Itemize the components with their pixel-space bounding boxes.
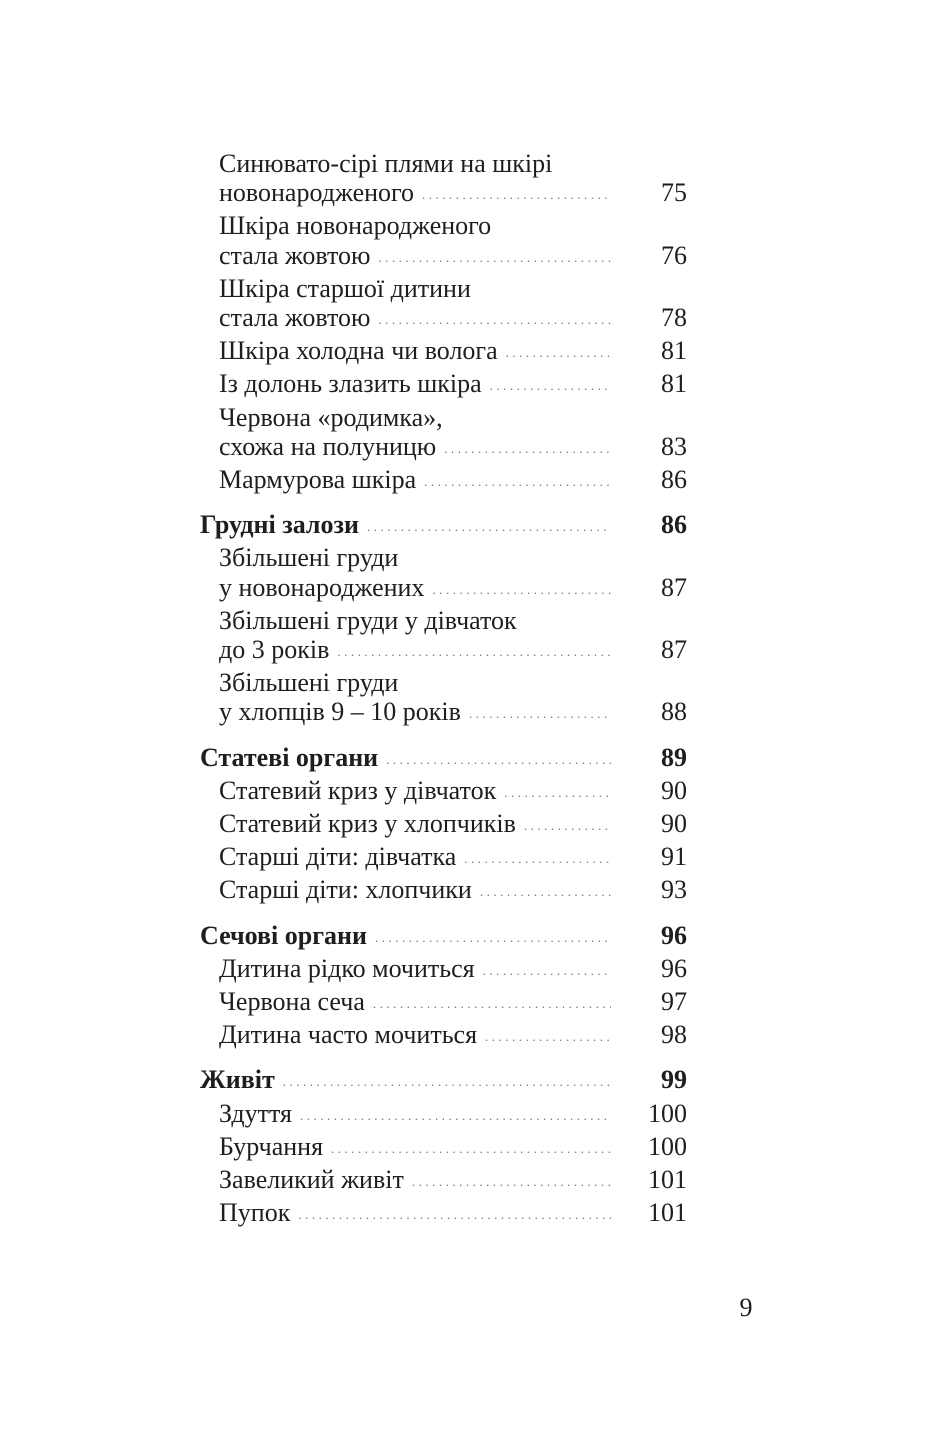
toc-line <box>219 465 687 498</box>
toc-sub-entry <box>200 668 687 730</box>
toc-page-number: 96 <box>661 953 687 983</box>
toc-page-number: 93 <box>661 875 687 905</box>
toc-entry-label: Шкіра холодна чи волога <box>219 336 498 366</box>
toc-sub-entry <box>200 875 687 908</box>
toc-entry-label: Статевий криз у хлопчиків <box>219 809 516 839</box>
toc-sub-entry <box>200 1165 687 1198</box>
dot-leader <box>412 1167 611 1196</box>
dot-leader <box>469 699 611 728</box>
toc-entry-label: Бурчання <box>219 1131 324 1161</box>
toc-sub-entry <box>200 1099 687 1132</box>
toc-sub-entry <box>200 809 687 842</box>
dot-leader <box>483 956 611 985</box>
toc-entry-label: Шкіра старшої дитини <box>219 273 471 303</box>
dot-leader <box>386 745 611 774</box>
toc-line <box>200 510 687 543</box>
toc-entry-label: Старші діти: хлопчики <box>219 875 472 905</box>
toc-page-number: 100 <box>648 1098 687 1128</box>
toc-section-entry <box>200 921 687 954</box>
toc-sub-entry <box>200 1198 687 1231</box>
toc-page-number: 83 <box>661 431 687 461</box>
toc-entry-label: до 3 років <box>219 635 330 665</box>
toc-line <box>219 987 687 1020</box>
toc-page-number: 96 <box>661 920 687 950</box>
toc-line <box>219 178 687 211</box>
toc-sub-entry <box>200 211 687 273</box>
toc-page-number: 75 <box>661 178 687 208</box>
toc-entry-label: Із долонь злазить шкіра <box>219 369 482 399</box>
toc-line <box>219 1165 687 1198</box>
dot-leader <box>524 811 611 840</box>
toc-page-number: 100 <box>648 1131 687 1161</box>
toc-section-entry <box>200 1065 687 1098</box>
toc-page-number: 98 <box>661 1020 687 1050</box>
toc-entry-label: у новонароджених <box>219 572 425 602</box>
toc-line <box>219 1198 687 1231</box>
toc-entry-label: Пупок <box>219 1198 291 1228</box>
toc-sub-entry <box>200 465 687 498</box>
toc-entry-label: Дитина рідко мочиться <box>219 953 475 983</box>
dot-leader <box>506 338 611 367</box>
dot-leader <box>378 305 611 334</box>
toc-line <box>219 697 687 730</box>
toc-list <box>200 149 687 1232</box>
toc-sub-entry <box>200 336 687 369</box>
toc-page-number: 76 <box>661 240 687 270</box>
dot-leader <box>490 371 611 400</box>
toc-entry-label: новонародженого <box>219 178 415 208</box>
toc-entry-label: Дитина часто мочиться <box>219 1020 478 1050</box>
toc-page-number: 86 <box>661 510 687 540</box>
dot-leader <box>337 637 611 666</box>
toc-page-number: 87 <box>661 572 687 602</box>
toc-section-entry <box>200 510 687 543</box>
toc-line <box>219 842 687 875</box>
toc-entry-label: стала жовтою <box>219 240 371 270</box>
toc-line <box>219 1132 687 1165</box>
toc-line <box>200 921 687 954</box>
toc-line <box>219 369 687 402</box>
dot-leader <box>485 1022 611 1051</box>
toc-sub-entry <box>200 987 687 1020</box>
dot-leader <box>464 844 611 873</box>
toc-line <box>219 954 687 987</box>
toc-page-number: 89 <box>661 742 687 772</box>
toc-line <box>219 543 687 572</box>
toc-line <box>219 274 687 303</box>
dot-leader <box>300 1101 611 1130</box>
toc-entry-label: Сечові органи <box>200 920 367 950</box>
toc-line <box>219 241 687 274</box>
toc-page-number: 90 <box>661 809 687 839</box>
toc-line <box>219 211 687 240</box>
toc-entry-label: Збільшені груди <box>219 543 399 573</box>
toc-page-number: 97 <box>661 987 687 1017</box>
toc-page-number: 87 <box>661 635 687 665</box>
toc-entry-label: Збільшені груди у дівчаток <box>219 605 517 635</box>
toc-page-number: 90 <box>661 775 687 805</box>
toc-section-entry <box>200 743 687 776</box>
toc-line <box>219 1020 687 1053</box>
toc-page-number: 81 <box>661 336 687 366</box>
dot-leader <box>432 575 611 604</box>
toc-line <box>219 149 687 178</box>
toc-page-number: 101 <box>648 1165 687 1195</box>
toc-entry-label: Мармурова шкіра <box>219 465 417 495</box>
toc-entry-label: Грудні залози <box>200 510 359 540</box>
toc-entry-label: Червона сеча <box>219 987 365 1017</box>
dot-leader <box>367 512 611 541</box>
toc-entry-label: схожа на полуницю <box>219 431 437 461</box>
toc-entry-label: Старші діти: дівчатка <box>219 842 457 872</box>
dot-leader <box>375 923 611 952</box>
toc-line <box>219 606 687 635</box>
toc-page-number: 99 <box>661 1065 687 1095</box>
dot-leader <box>298 1200 611 1229</box>
toc-line <box>219 875 687 908</box>
toc-entry-label: Статевий криз у дівчаток <box>219 775 497 805</box>
toc-line <box>200 1065 687 1098</box>
dot-leader <box>480 877 611 906</box>
toc-page-number: 81 <box>661 369 687 399</box>
toc-line <box>200 743 687 776</box>
toc-sub-entry <box>200 776 687 809</box>
toc-entry-label: Червона «родимка», <box>219 402 443 432</box>
toc-entry-label: Живіт <box>200 1065 275 1095</box>
toc-line <box>219 303 687 336</box>
toc-line <box>219 432 687 465</box>
toc-line <box>219 573 687 606</box>
dot-leader <box>373 989 611 1018</box>
toc-sub-entry <box>200 1132 687 1165</box>
toc-page-number: 101 <box>648 1198 687 1228</box>
toc-line <box>219 809 687 842</box>
toc-entry-label: стала жовтою <box>219 303 371 333</box>
toc-entry-label: Шкіра новонародженого <box>219 211 492 241</box>
toc-sub-entry <box>200 954 687 987</box>
toc-line <box>219 403 687 432</box>
toc-entry-label: Здуття <box>219 1098 292 1128</box>
toc-entry-label: Синювато-сірі плями на шкірі <box>219 149 553 178</box>
toc-page-number: 78 <box>661 303 687 333</box>
page-number: 9 <box>739 1293 753 1322</box>
toc-entry-label: Статеві органи <box>200 742 379 772</box>
dot-leader <box>444 434 611 463</box>
dot-leader <box>283 1067 611 1096</box>
toc-page-number: 91 <box>661 842 687 872</box>
toc-page-number: 86 <box>661 465 687 495</box>
toc-sub-entry <box>200 149 687 211</box>
toc-line <box>219 668 687 697</box>
dot-leader <box>504 778 611 807</box>
toc-sub-entry <box>200 606 687 668</box>
toc-line <box>219 776 687 809</box>
toc-entry-label: Збільшені груди <box>219 668 399 698</box>
dot-leader <box>378 243 611 272</box>
toc-entry-label: Завеликий живіт <box>219 1165 404 1195</box>
toc-sub-entry <box>200 403 687 465</box>
toc-sub-entry <box>200 543 687 605</box>
toc-sub-entry <box>200 369 687 402</box>
toc-line <box>219 1099 687 1132</box>
toc-sub-entry <box>200 842 687 875</box>
toc-line <box>219 635 687 668</box>
dot-leader <box>331 1134 611 1163</box>
dot-leader <box>424 467 611 496</box>
dot-leader <box>422 180 611 209</box>
toc-line <box>219 336 687 369</box>
toc-sub-entry <box>200 274 687 336</box>
toc-sub-entry <box>200 1020 687 1053</box>
toc-page-number: 88 <box>661 697 687 727</box>
toc-entry-label: у хлопців 9 – 10 років <box>219 697 461 727</box>
